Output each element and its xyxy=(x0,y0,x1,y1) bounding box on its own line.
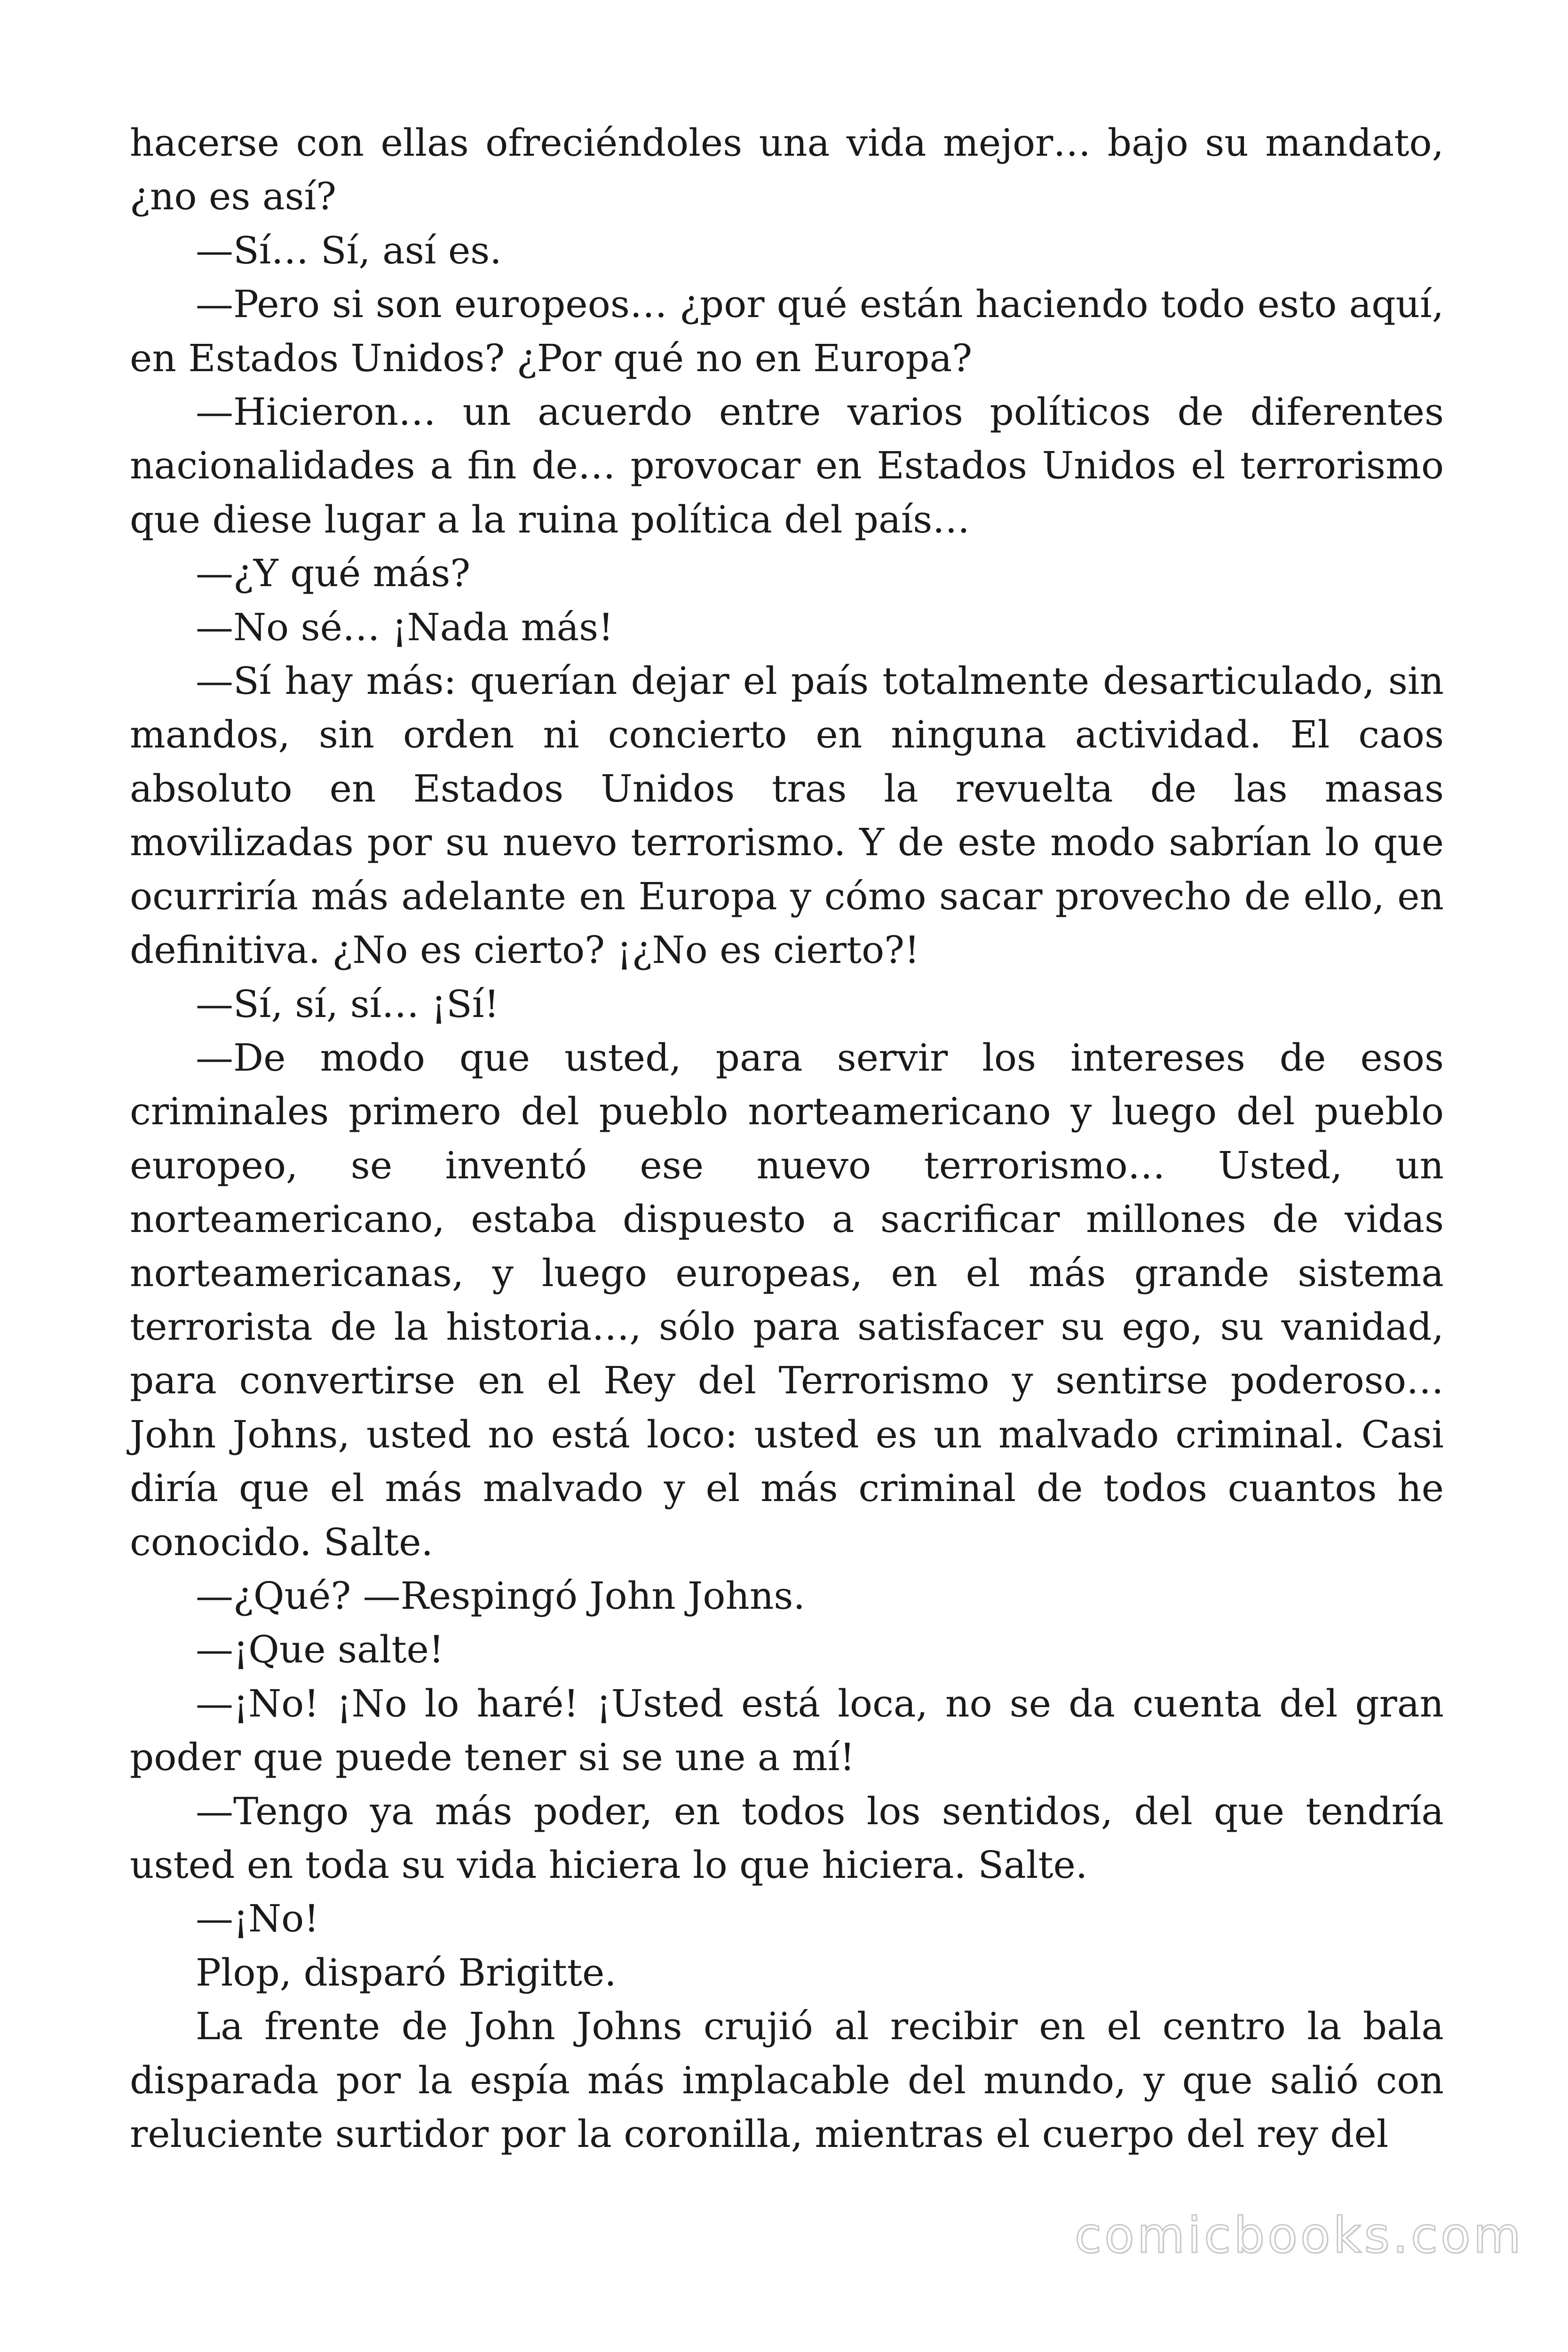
body-text xyxy=(130,116,1444,2161)
dialogue-line: —¿Y qué más? xyxy=(196,551,471,596)
paragraph-continuation: hacerse con ellas ofreciéndoles una vida mejor… bajo su mandato, ¿no es así? xyxy=(130,121,1444,219)
dialogue-line: —No sé… ¡Nada más! xyxy=(196,605,614,649)
dialogue-line: —¡Que salte! xyxy=(196,1628,444,1672)
dialogue-line: —Pero si son europeos… ¿por qué están haciendo todo esto aquí, en Estados Unidos? ¿Por qué no en Europa? xyxy=(130,282,1444,380)
narration-paragraph: La frente de John Johns crujió al recibir en el centro la bala disparada por la espía más implacable del mundo, y que salió con reluciente surtidor por la coronilla, mientras el cuerpo del rey del xyxy=(130,2004,1444,2156)
dialogue-line: —¡No! ¡No lo haré! ¡Usted está loca, no se da cuenta del gran poder que puede tener si se une a mí! xyxy=(130,1681,1444,1780)
dialogue-line: —De modo que usted, para servir los intereses de esos criminales primero del pueblo norteamericano y luego del pueblo europeo, se inventó ese nuevo terrorismo… Usted, un norteamericano, estaba dispuesto a sacrificar millones de vidas norteamericanas, y luego europeas, en el más grande sistema terrorista de la historia…, sólo para satisfacer su ego, su vanidad, para convertirse en el Rey del Terrorismo y sentirse poderoso… John Johns, usted no está loco: usted es un malvado criminal. Casi diría que el más malvado y el más criminal de todos cuantos he conocido. Salte. xyxy=(130,1035,1444,1564)
dialogue-line: —Sí hay más: querían dejar el país totalmente desarticulado, sin mandos, sin orden ni concierto en ninguna actividad. El caos absoluto en Estados Unidos tras la revuelta de las masas movilizadas por su nuevo terrorismo. Y de este modo sabrían lo que ocurriría más adelante en Europa y cómo sacar provecho de ello, en definitiva. ¿No es cierto? ¡¿No es cierto?! xyxy=(130,659,1444,972)
dialogue-line: —Sí… Sí, así es. xyxy=(196,228,502,272)
dialogue-line: —¡No! xyxy=(196,1897,319,1941)
dialogue-line: —Sí, sí, sí… ¡Sí! xyxy=(196,982,499,1026)
watermark-text: comicbooks.com xyxy=(1074,2207,1524,2264)
dialogue-line: —Hicieron… un acuerdo entre varios políticos de diferentes nacionalidades a fin de… provocar en Estados Unidos el terrorismo que diese lugar a la ruina política del país… xyxy=(130,390,1444,541)
dialogue-line: —Tengo ya más poder, en todos los sentidos, del que tendría usted en toda su vida hiciera lo que hiciera. Salte. xyxy=(130,1789,1444,1887)
narration-paragraph: Plop, disparó Brigitte. xyxy=(196,1950,617,1994)
dialogue-line: —¿Qué? —Respingó John Johns. xyxy=(196,1573,805,1618)
